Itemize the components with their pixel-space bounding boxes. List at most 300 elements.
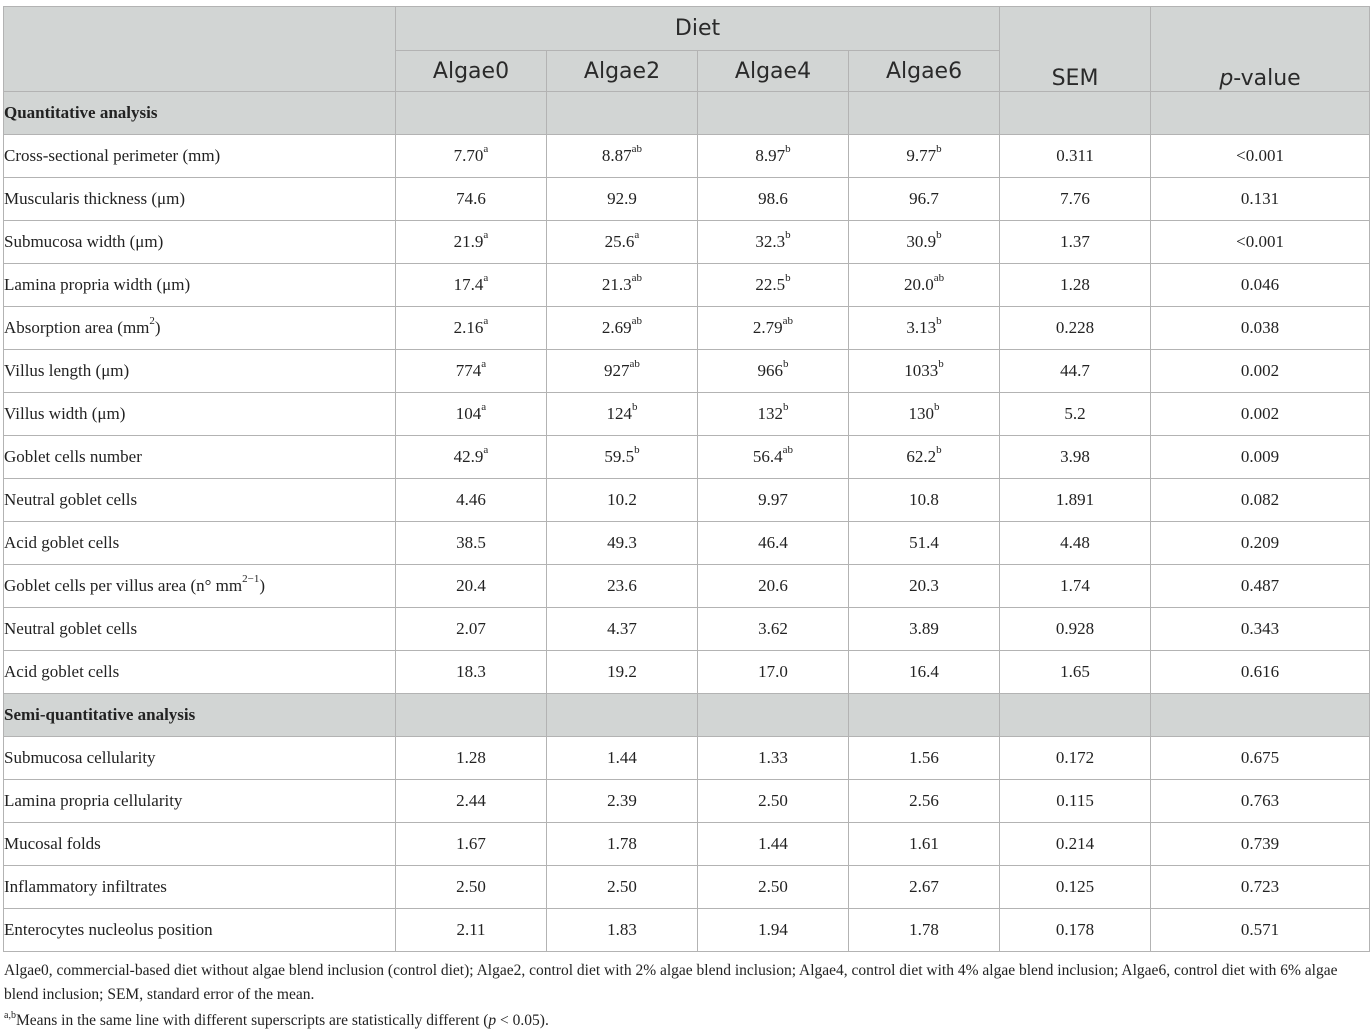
mean-value: 1.33 — [758, 748, 788, 767]
value-cell — [849, 350, 1000, 393]
row-label: Cross-sectional perimeter (mm) — [4, 146, 221, 165]
mean-value: 2.79 — [752, 318, 783, 337]
value-cell — [698, 178, 849, 221]
mean-value: 98.6 — [758, 189, 788, 208]
pvalue-header-rest: -value — [1233, 66, 1301, 91]
value-cell — [849, 178, 1000, 221]
significance-superscript: a — [483, 315, 489, 328]
row-label: Inflammatory infiltrates — [4, 877, 167, 896]
pvalue-cell: 0.675 — [1151, 737, 1370, 780]
value-cell — [547, 565, 698, 608]
value-cell — [396, 909, 547, 952]
mean-value: 1.61 — [909, 834, 939, 853]
significance-superscript: ab — [631, 315, 643, 328]
row-label-superscript: 2−1 — [242, 573, 260, 586]
value-cell — [849, 436, 1000, 479]
section-row — [4, 92, 1370, 135]
significance-superscript: ab — [782, 444, 794, 457]
sem-cell: 0.214 — [1000, 823, 1151, 866]
value-cell — [849, 866, 1000, 909]
value-cell — [396, 436, 547, 479]
row-label-cell — [4, 264, 396, 307]
value-cell — [396, 135, 547, 178]
pvalue-cell: <0.001 — [1151, 135, 1370, 178]
row-label: Enterocytes nucleolus position — [4, 920, 213, 939]
mean-value: 20.0 — [903, 275, 934, 294]
significance-superscript: b — [936, 143, 942, 156]
mean-value: 19.2 — [607, 662, 637, 681]
mean-value: 96.7 — [909, 189, 939, 208]
row-label: Muscularis thickness (μm) — [4, 189, 185, 208]
significance-superscript: b — [632, 401, 638, 414]
mean-value: 2.50 — [758, 877, 788, 896]
mean-value: 3.89 — [909, 619, 939, 638]
mean-value: 1033 — [904, 361, 939, 380]
mean-value: 21.9 — [453, 232, 484, 251]
mean-value: 17.4 — [453, 275, 484, 294]
value-cell — [547, 393, 698, 436]
value-cell — [698, 436, 849, 479]
row-label: Mucosal folds — [4, 834, 101, 853]
pvalue-header — [1151, 7, 1370, 92]
value-cell — [547, 178, 698, 221]
section-empty-cell — [698, 92, 849, 135]
value-cell — [698, 221, 849, 264]
mean-value: 9.97 — [758, 490, 788, 509]
section-empty-cell — [547, 694, 698, 737]
mean-value: 2.69 — [601, 318, 632, 337]
table-row — [4, 565, 1370, 608]
mean-value: 2.16 — [453, 318, 484, 337]
value-cell — [849, 651, 1000, 694]
value-cell — [547, 651, 698, 694]
table-row — [4, 393, 1370, 436]
sem-cell: 4.48 — [1000, 522, 1151, 565]
footnote-superscript-text: Means in the same line with different superscripts are statistically different ( — [15, 1012, 489, 1029]
mean-value: 38.5 — [456, 533, 486, 552]
table-row — [4, 823, 1370, 866]
mean-value: 2.11 — [456, 920, 486, 939]
table-row — [4, 350, 1370, 393]
mean-value: 1.56 — [909, 748, 939, 767]
significance-superscript: b — [938, 358, 944, 371]
value-cell — [698, 135, 849, 178]
table-row — [4, 307, 1370, 350]
significance-superscript: b — [785, 272, 791, 285]
table-row — [4, 737, 1370, 780]
pvalue-cell: 0.046 — [1151, 264, 1370, 307]
section-empty-cell — [1151, 694, 1370, 737]
row-label: Lamina propria width (μm) — [4, 275, 191, 294]
row-label-cell — [4, 866, 396, 909]
sem-header: SEM — [1000, 7, 1151, 92]
significance-superscript: a — [483, 444, 489, 457]
row-label: Villus width (μm) — [4, 404, 126, 423]
pvalue-cell: 0.739 — [1151, 823, 1370, 866]
value-cell — [698, 522, 849, 565]
mean-value: 92.9 — [607, 189, 637, 208]
mean-value: 2.50 — [607, 877, 637, 896]
pvalue-cell: 0.038 — [1151, 307, 1370, 350]
pvalue-cell: 0.723 — [1151, 866, 1370, 909]
row-label-cell — [4, 780, 396, 823]
row-label: Goblet cells per villus area (n° mm — [4, 576, 243, 595]
sem-cell: 0.311 — [1000, 135, 1151, 178]
value-cell — [396, 350, 547, 393]
value-cell — [698, 264, 849, 307]
value-cell — [849, 823, 1000, 866]
mean-value: 2.67 — [909, 877, 939, 896]
table-row — [4, 135, 1370, 178]
value-cell — [698, 307, 849, 350]
footnote-p-italic: p — [488, 1012, 497, 1029]
mean-value: 1.67 — [456, 834, 486, 853]
value-cell — [547, 780, 698, 823]
row-label-cell — [4, 522, 396, 565]
pvalue-cell: 0.487 — [1151, 565, 1370, 608]
row-label-cell — [4, 909, 396, 952]
sem-cell: 1.65 — [1000, 651, 1151, 694]
row-label: Acid goblet cells — [4, 533, 120, 552]
table-body — [4, 92, 1370, 952]
pvalue-cell: 0.209 — [1151, 522, 1370, 565]
value-cell — [698, 823, 849, 866]
value-cell — [849, 909, 1000, 952]
section-empty-cell — [396, 92, 547, 135]
mean-value: 17.0 — [758, 662, 788, 681]
footnote-abbreviations: Algae0, commercial-based diet without algae blend inclusion (control diet); Algae2, control diet with 2% algae blend inclusion; Algae4, control diet with 4% algae blend inclusion; Algae6, control diet with 6% algae blend inclusion; SEM, standard error of the mean. — [4, 962, 1338, 1003]
value-cell — [849, 737, 1000, 780]
table-row — [4, 866, 1370, 909]
row-label-cell — [4, 565, 396, 608]
mean-value: 3.13 — [906, 318, 937, 337]
value-cell — [849, 393, 1000, 436]
row-label-cell — [4, 393, 396, 436]
mean-value: 927 — [604, 361, 630, 380]
value-cell — [396, 264, 547, 307]
section-empty-cell — [1000, 694, 1151, 737]
significance-superscript: b — [936, 229, 942, 242]
value-cell — [396, 221, 547, 264]
mean-value: 2.07 — [456, 619, 486, 638]
column-header-algae2: Algae2 — [547, 51, 698, 92]
value-cell — [698, 651, 849, 694]
value-cell — [547, 608, 698, 651]
value-cell — [849, 221, 1000, 264]
pvalue-cell: 0.571 — [1151, 909, 1370, 952]
value-cell — [396, 393, 547, 436]
sem-cell: 3.98 — [1000, 436, 1151, 479]
row-label: Submucosa width (μm) — [4, 232, 164, 251]
footnote-superscripts — [4, 1009, 1368, 1033]
sem-cell: 7.76 — [1000, 178, 1151, 221]
mean-value: 8.97 — [755, 146, 786, 165]
pvalue-cell: 0.131 — [1151, 178, 1370, 221]
column-header-algae6: Algae6 — [849, 51, 1000, 92]
significance-superscript: b — [934, 401, 940, 414]
table-row — [4, 909, 1370, 952]
mean-value: 20.3 — [909, 576, 939, 595]
row-label: Neutral goblet cells — [4, 490, 138, 509]
value-cell — [849, 522, 1000, 565]
sem-cell: 0.178 — [1000, 909, 1151, 952]
mean-value: 2.50 — [758, 791, 788, 810]
results-table — [3, 6, 1370, 952]
value-cell — [698, 780, 849, 823]
sem-cell: 0.125 — [1000, 866, 1151, 909]
mean-value: 1.78 — [607, 834, 637, 853]
row-label: Acid goblet cells — [4, 662, 120, 681]
significance-superscript: ab — [631, 143, 643, 156]
mean-value: 42.9 — [453, 447, 484, 466]
mean-value: 130 — [908, 404, 935, 423]
row-label: Lamina propria cellularity — [4, 791, 183, 810]
value-cell — [698, 866, 849, 909]
table-header — [4, 7, 1370, 92]
significance-superscript: b — [785, 143, 791, 156]
mean-value: 1.44 — [607, 748, 637, 767]
sem-cell: 0.172 — [1000, 737, 1151, 780]
row-label-cell — [4, 350, 396, 393]
mean-value: 22.5 — [755, 275, 786, 294]
table-row — [4, 436, 1370, 479]
significance-superscript: b — [783, 401, 789, 414]
significance-superscript: ab — [782, 315, 794, 328]
mean-value: 1.44 — [758, 834, 788, 853]
table-row — [4, 479, 1370, 522]
pvalue-cell: 0.343 — [1151, 608, 1370, 651]
mean-value: 1.83 — [607, 920, 637, 939]
mean-value: 51.4 — [909, 533, 939, 552]
sem-cell: 44.7 — [1000, 350, 1151, 393]
mean-value: 20.6 — [758, 576, 788, 595]
column-header-algae0: Algae0 — [396, 51, 547, 92]
value-cell — [396, 307, 547, 350]
mean-value: 16.4 — [909, 662, 939, 681]
row-label: Goblet cells number — [4, 447, 142, 466]
mean-value: 7.70 — [453, 146, 484, 165]
row-label-cell — [4, 479, 396, 522]
value-cell — [396, 780, 547, 823]
value-cell — [698, 909, 849, 952]
section-row — [4, 694, 1370, 737]
sem-cell: 1.891 — [1000, 479, 1151, 522]
table-row — [4, 780, 1370, 823]
table-row — [4, 221, 1370, 264]
row-label: Villus length (μm) — [4, 361, 130, 380]
mean-value: 56.4 — [752, 447, 783, 466]
sem-cell: 0.928 — [1000, 608, 1151, 651]
row-label-cell — [4, 307, 396, 350]
mean-value: 74.6 — [456, 189, 486, 208]
mean-value: 2.50 — [456, 877, 486, 896]
mean-value: 59.5 — [604, 447, 635, 466]
table-row — [4, 522, 1370, 565]
mean-value: 124 — [606, 404, 632, 423]
value-cell — [547, 307, 698, 350]
value-cell — [547, 866, 698, 909]
row-label-tail: ) — [259, 576, 266, 595]
section-empty-cell — [1000, 92, 1151, 135]
footnote-superscript-marks: a,b — [4, 1009, 16, 1021]
column-header-algae4: Algae4 — [698, 51, 849, 92]
section-empty-cell — [849, 694, 1000, 737]
pvalue-cell: <0.001 — [1151, 221, 1370, 264]
significance-superscript: b — [936, 315, 942, 328]
pvalue-header-italic: p — [1219, 66, 1234, 91]
pvalue-cell: 0.082 — [1151, 479, 1370, 522]
value-cell — [849, 135, 1000, 178]
pvalue-cell: 0.763 — [1151, 780, 1370, 823]
value-cell — [698, 565, 849, 608]
value-cell — [547, 823, 698, 866]
significance-superscript: a — [483, 229, 489, 242]
row-label-cell — [4, 436, 396, 479]
mean-value: 4.46 — [456, 490, 486, 509]
mean-value: 1.28 — [456, 748, 486, 767]
value-cell — [849, 307, 1000, 350]
table-row — [4, 651, 1370, 694]
significance-superscript: a — [481, 401, 487, 414]
table-row — [4, 608, 1370, 651]
value-cell — [698, 350, 849, 393]
table-row — [4, 178, 1370, 221]
mean-value: 20.4 — [456, 576, 486, 595]
mean-value: 10.8 — [909, 490, 939, 509]
value-cell — [698, 393, 849, 436]
mean-value: 46.4 — [758, 533, 788, 552]
value-cell — [396, 737, 547, 780]
value-cell — [396, 608, 547, 651]
mean-value: 2.44 — [456, 791, 486, 810]
significance-superscript: b — [634, 444, 640, 457]
row-label-cell — [4, 737, 396, 780]
mean-value: 774 — [455, 361, 482, 380]
value-cell — [849, 608, 1000, 651]
pvalue-cell: 0.616 — [1151, 651, 1370, 694]
mean-value: 62.2 — [906, 447, 937, 466]
row-label: Absorption area (mm — [4, 318, 150, 337]
significance-superscript: ab — [631, 272, 643, 285]
table-row — [4, 264, 1370, 307]
value-cell — [698, 608, 849, 651]
mean-value: 966 — [757, 361, 783, 380]
row-label-cell — [4, 608, 396, 651]
mean-value: 23.6 — [607, 576, 637, 595]
diet-group-header: Diet — [396, 7, 1000, 51]
mean-value: 132 — [757, 404, 783, 423]
row-label-cell — [4, 178, 396, 221]
value-cell — [396, 479, 547, 522]
section-title: Quantitative analysis — [4, 92, 396, 135]
mean-value: 9.77 — [906, 146, 937, 165]
value-cell — [849, 264, 1000, 307]
significance-superscript: a — [634, 229, 640, 242]
significance-superscript: a — [481, 358, 487, 371]
value-cell — [849, 479, 1000, 522]
sem-cell: 0.228 — [1000, 307, 1151, 350]
pvalue-cell: 0.009 — [1151, 436, 1370, 479]
sem-cell: 5.2 — [1000, 393, 1151, 436]
value-cell — [698, 737, 849, 780]
pvalue-cell: 0.002 — [1151, 350, 1370, 393]
sem-cell: 1.37 — [1000, 221, 1151, 264]
footnote-superscript-tail: < 0.05). — [496, 1012, 549, 1029]
mean-value: 18.3 — [456, 662, 486, 681]
sem-cell: 1.74 — [1000, 565, 1151, 608]
mean-value: 2.39 — [607, 791, 637, 810]
value-cell — [849, 780, 1000, 823]
mean-value: 10.2 — [607, 490, 637, 509]
section-empty-cell — [849, 92, 1000, 135]
value-cell — [547, 264, 698, 307]
row-label-tail: ) — [154, 318, 161, 337]
value-cell — [698, 479, 849, 522]
mean-value: 2.56 — [909, 791, 939, 810]
value-cell — [547, 737, 698, 780]
sem-cell: 1.28 — [1000, 264, 1151, 307]
value-cell — [547, 522, 698, 565]
section-empty-cell — [396, 694, 547, 737]
value-cell — [396, 866, 547, 909]
section-empty-cell — [698, 694, 849, 737]
row-label-superscript: 2 — [149, 315, 155, 328]
row-label-cell — [4, 651, 396, 694]
section-title: Semi-quantitative analysis — [4, 694, 396, 737]
significance-superscript: b — [785, 229, 791, 242]
sem-cell: 0.115 — [1000, 780, 1151, 823]
value-cell — [547, 221, 698, 264]
value-cell — [547, 436, 698, 479]
mean-value: 32.3 — [755, 232, 786, 251]
section-empty-cell — [547, 92, 698, 135]
value-cell — [396, 178, 547, 221]
value-cell — [547, 479, 698, 522]
significance-superscript: ab — [933, 272, 945, 285]
value-cell — [547, 350, 698, 393]
mean-value: 3.62 — [758, 619, 788, 638]
value-cell — [396, 522, 547, 565]
row-label-cell — [4, 221, 396, 264]
mean-value: 4.37 — [607, 619, 637, 638]
value-cell — [547, 135, 698, 178]
header-corner — [4, 7, 396, 92]
row-label-cell — [4, 135, 396, 178]
value-cell — [396, 823, 547, 866]
section-empty-cell — [1151, 92, 1370, 135]
mean-value: 8.87 — [601, 146, 632, 165]
significance-superscript: a — [483, 272, 489, 285]
significance-superscript: b — [936, 444, 942, 457]
value-cell — [547, 909, 698, 952]
mean-value: 21.3 — [601, 275, 632, 294]
row-label: Neutral goblet cells — [4, 619, 138, 638]
pvalue-cell: 0.002 — [1151, 393, 1370, 436]
row-label: Submucosa cellularity — [4, 748, 156, 767]
mean-value: 104 — [455, 404, 482, 423]
value-cell — [396, 565, 547, 608]
value-cell — [396, 651, 547, 694]
row-label-cell — [4, 823, 396, 866]
value-cell — [849, 565, 1000, 608]
mean-value: 25.6 — [604, 232, 635, 251]
mean-value: 1.78 — [909, 920, 939, 939]
mean-value: 30.9 — [906, 232, 937, 251]
significance-superscript: a — [483, 143, 489, 156]
mean-value: 49.3 — [607, 533, 637, 552]
significance-superscript: b — [783, 358, 789, 371]
mean-value: 1.94 — [758, 920, 788, 939]
